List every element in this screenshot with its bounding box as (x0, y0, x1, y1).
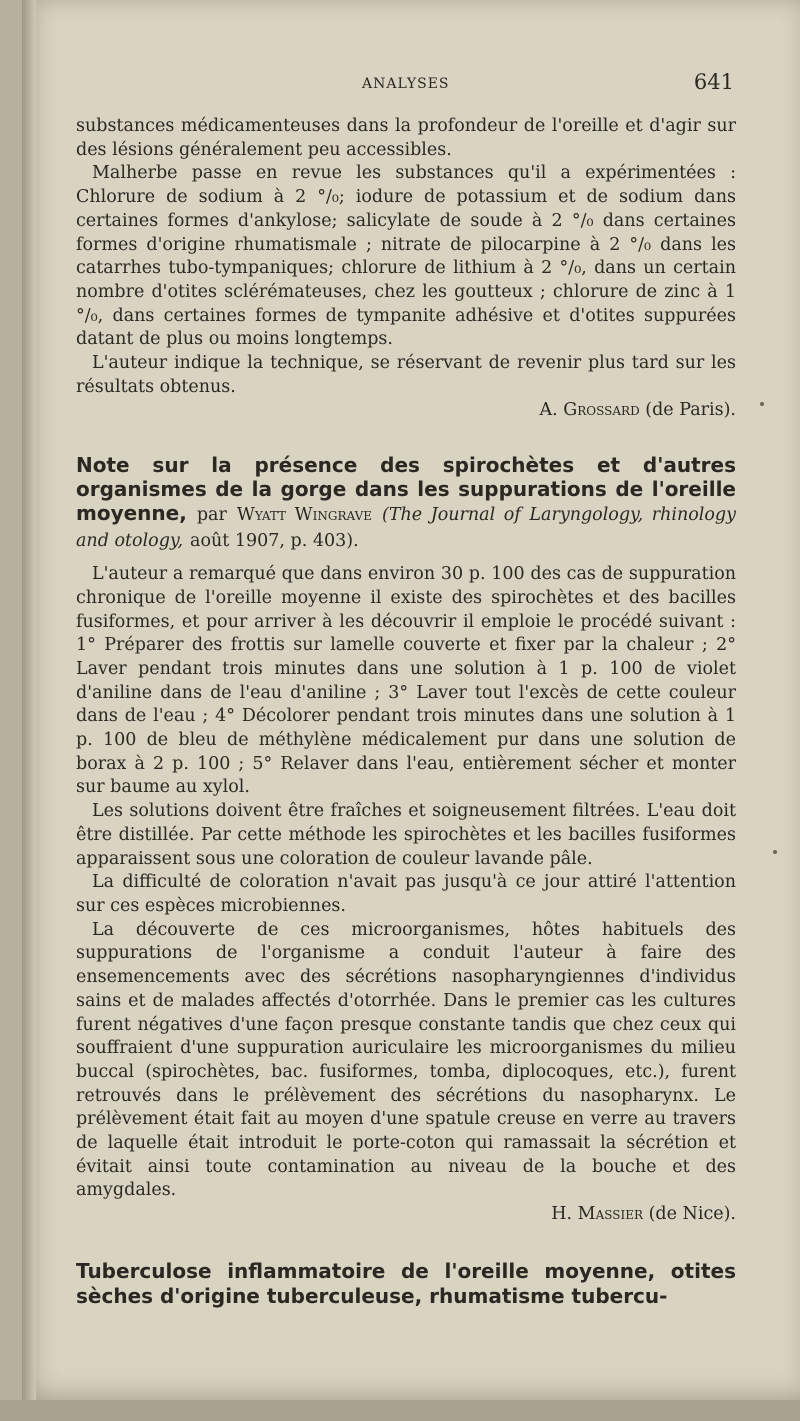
signature-place: (de Paris). (645, 400, 736, 421)
paragraph: La difficulté de coloration n'avait pas jusqu'à ce jour attiré l'attention sur ces espèces microbiennes. (76, 872, 736, 916)
signature-initial: A. (539, 400, 558, 421)
signature (76, 399, 736, 423)
page-body (76, 115, 736, 1309)
article-heading (76, 453, 736, 553)
signature-initial: H. (551, 1204, 573, 1225)
signature-name: Massier (577, 1204, 644, 1225)
running-title: ANALYSES (362, 76, 450, 92)
paragraph: L'auteur a remarqué que dans environ 30 p. 100 des cas de suppuration chronique de l'oreille moyenne il existe des spirochètes et des bacilles fusiformes, et pour arriver à les découvrir il emploie le procédé suivant : 1° Préparer des frottis sur lamelle couverte et fixer par la chaleur ; 2° Laver pendant trois minutes dans une solution à 1 p. 100 de violet d'aniline dans de l'eau d'aniline ; 3° Laver tout l'excès de cette couleur dans de l'eau ; 4° Décolorer pendant trois minutes dans une solution à 1 p. 100 de bleu de méthylène médicalement pur dans une solution de borax à 2 p. 100 ; 5° Relaver dans l'eau, entièrement sécher et monter sur baume au xylol. (76, 564, 736, 798)
speck (773, 850, 777, 854)
journal-reference: (The Journal of Laryngology, rhinology and otology, (76, 505, 737, 552)
paragraph: Malherbe passe en revue les substances qu'il a expérimentées : Chlorure de sodium à 2 °/₀; iodure de potassium et de sodium dans certaines formes d'ankylose; salicylate de soude à 2 °/₀ dans certaines formes d'origine rhumatismale ; nitrate de pilocarpine à 2 °/₀ dans les catarrhes tubo-tympaniques; chlorure de lithium à 2 °/₀, dans un certain nombre d'otites sclérémateuses, chez les goutteux ; chlorure de zinc à 1 °/₀, dans certaines formes de tympanite adhésive et d'otites suppurées datant de plus ou moins longtemps. (76, 163, 736, 350)
article-title: Note sur la présence des spirochètes et d'autres organismes de la gorge dans les suppurations de l'oreille moyenne, (76, 453, 736, 526)
author-prefix: par (196, 505, 227, 526)
signature-name: Grossard (563, 400, 640, 421)
paragraph: L'auteur indique la technique, se réservant de revenir plus tard sur les résultats obtenus. (76, 353, 736, 397)
paragraph: substances médicamenteuses dans la profondeur de l'oreille et d'agir sur des lésions généralement peu accessibles. (76, 116, 736, 160)
page-number: 641 (693, 70, 734, 94)
paragraph: Les solutions doivent être fraîches et soigneusement filtrées. L'eau doit être distillée. Par cette méthode les spirochètes et les bacilles fusiformes apparaissent sous une coloration de couleur lavande pâle. (76, 801, 736, 869)
page-bottom-edge (0, 1400, 800, 1421)
signature (76, 1203, 736, 1227)
page-header (40, 70, 740, 102)
signature-place: (de Nice). (648, 1204, 736, 1225)
author-name: Wyatt Wingrave (236, 505, 372, 526)
speck (760, 402, 764, 406)
article-heading: Tuberculose inflammatoire de l'oreille moyenne, otites sèches d'origine tuberculeuse, rhumatisme tubercu- (76, 1258, 736, 1308)
paragraph: La découverte de ces microorganismes, hôtes habituels des suppurations de l'organisme a conduit l'auteur à faire des ensemencements avec des sécrétions nasopharyngiennes d'individus sains et de malades affectés d'otorrhée. Dans le premier cas les cultures furent négatives d'une façon presque constante tandis que chez ceux qui souffraient d'une suppuration auriculaire les microorganismes du milieu buccal (spirochètes, bac. fusiformes, tomba, diplocoques, etc.), furent retrouvés dans le prélèvement des sécrétions du nasopharynx. Le prélèvement était fait au moyen d'une spatule creuse en verre au travers de laquelle était introduit le porte-coton qui ramassait la sécrétion et évitait ainsi toute contamination au niveau de la bouche et des amygdales. (76, 919, 736, 1201)
date-page: août 1907, p. 403). (190, 531, 359, 552)
